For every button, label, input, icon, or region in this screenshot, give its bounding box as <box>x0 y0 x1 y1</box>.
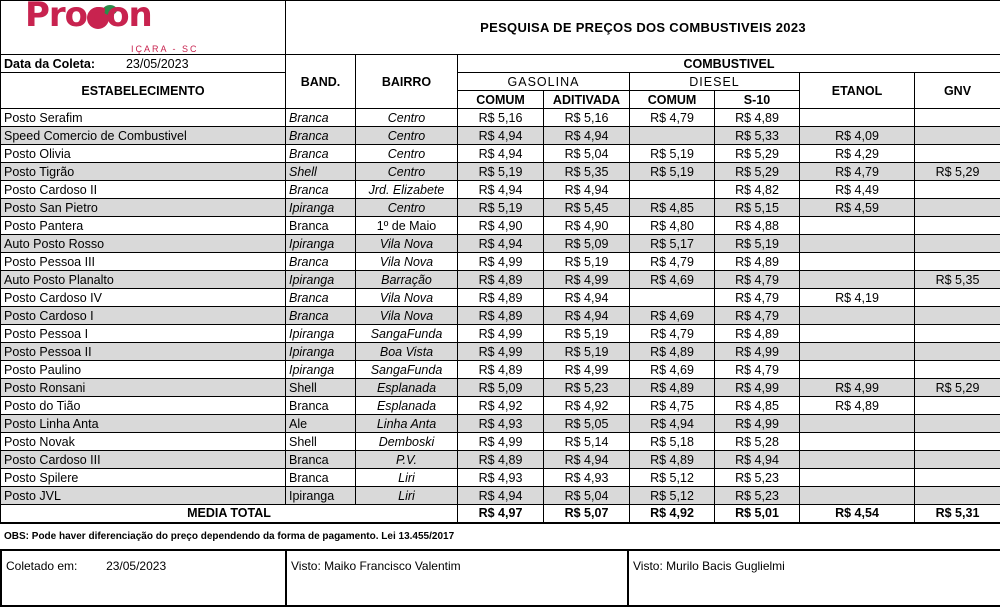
price-diesel-common: R$ 4,79 <box>630 325 715 343</box>
price-diesel-common: R$ 5,12 <box>630 487 715 505</box>
establishment-name: Posto Linha Anta <box>1 415 286 433</box>
price-diesel-common: R$ 4,79 <box>630 253 715 271</box>
price-gas-additive: R$ 5,16 <box>544 109 630 127</box>
brand-cell: Ale <box>286 415 356 433</box>
price-gas-common: R$ 4,89 <box>458 451 544 469</box>
table-row <box>1 343 1000 361</box>
brand-cell: Branca <box>286 451 356 469</box>
establishment-name: Posto Novak <box>1 433 286 451</box>
header-gas-common: COMUM <box>458 91 544 109</box>
price-gas-common: R$ 4,99 <box>458 433 544 451</box>
price-gas-additive: R$ 4,99 <box>544 361 630 379</box>
price-ethanol <box>800 253 915 271</box>
header-gasoline: GASOLINA <box>458 73 630 91</box>
table-row <box>1 451 1000 469</box>
price-s10: R$ 4,89 <box>715 109 800 127</box>
district-cell: SangaFunda <box>356 325 458 343</box>
table-row <box>1 307 1000 325</box>
price-gas-additive: R$ 4,92 <box>544 397 630 415</box>
district-cell: Vila Nova <box>356 289 458 307</box>
table-row <box>1 271 1000 289</box>
establishment-name: Posto Cardoso III <box>1 451 286 469</box>
collection-label: Data da Coleta: <box>4 56 95 71</box>
table-row <box>1 109 1000 127</box>
price-s10: R$ 4,99 <box>715 415 800 433</box>
table-row <box>1 415 1000 433</box>
price-ethanol: R$ 4,99 <box>800 379 915 397</box>
price-diesel-common: R$ 4,69 <box>630 307 715 325</box>
average-gas-common: R$ 4,97 <box>458 505 544 523</box>
district-cell: Centro <box>356 199 458 217</box>
price-s10: R$ 4,79 <box>715 361 800 379</box>
brand-cell: Ipiranga <box>286 361 356 379</box>
collected-cell <box>1 550 286 606</box>
price-diesel-common: R$ 4,89 <box>630 343 715 361</box>
price-ethanol <box>800 361 915 379</box>
price-ethanol <box>800 343 915 361</box>
collection-date-cell <box>1 55 286 73</box>
district-cell: Esplanada <box>356 397 458 415</box>
price-gas-common: R$ 4,93 <box>458 415 544 433</box>
price-gnv <box>915 307 1000 325</box>
price-s10: R$ 5,23 <box>715 487 800 505</box>
average-s10: R$ 5,01 <box>715 505 800 523</box>
establishment-name: Posto Spilere <box>1 469 286 487</box>
table-row <box>1 181 1000 199</box>
collection-date: 23/05/2023 <box>125 56 189 71</box>
brand-cell: Branca <box>286 127 356 145</box>
establishment-name: Posto Ronsani <box>1 379 286 397</box>
price-diesel-common: R$ 4,89 <box>630 379 715 397</box>
average-diesel-common: R$ 4,92 <box>630 505 715 523</box>
price-gas-common: R$ 4,89 <box>458 289 544 307</box>
price-gas-additive: R$ 5,23 <box>544 379 630 397</box>
price-ethanol <box>800 217 915 235</box>
page-title: PESQUISA DE PREÇOS DOS COMBUSTIVEIS 2023 <box>286 1 1000 55</box>
table-row <box>1 361 1000 379</box>
price-ethanol: R$ 4,29 <box>800 145 915 163</box>
brand-cell: Shell <box>286 433 356 451</box>
establishment-name: Posto Pessoa II <box>1 343 286 361</box>
price-gas-common: R$ 4,90 <box>458 217 544 235</box>
price-s10: R$ 4,94 <box>715 451 800 469</box>
price-diesel-common: R$ 5,18 <box>630 433 715 451</box>
district-cell: Centro <box>356 109 458 127</box>
price-ethanol: R$ 4,49 <box>800 181 915 199</box>
brand-cell: Branca <box>286 469 356 487</box>
price-gas-additive: R$ 5,19 <box>544 325 630 343</box>
price-gas-additive: R$ 5,05 <box>544 415 630 433</box>
average-ethanol: R$ 4,54 <box>800 505 915 523</box>
brand-cell: Ipiranga <box>286 199 356 217</box>
price-gas-common: R$ 4,94 <box>458 487 544 505</box>
table-row <box>1 289 1000 307</box>
brand-cell: Ipiranga <box>286 235 356 253</box>
logo-subtitle: IÇARA - SC <box>131 44 199 54</box>
price-gnv <box>915 109 1000 127</box>
establishment-name: Posto San Pietro <box>1 199 286 217</box>
price-gas-additive: R$ 5,04 <box>544 145 630 163</box>
brand-cell: Branca <box>286 307 356 325</box>
brand-cell: Branca <box>286 217 356 235</box>
table-row <box>1 127 1000 145</box>
brand-cell: Branca <box>286 397 356 415</box>
average-gas-additive: R$ 5,07 <box>544 505 630 523</box>
table-row <box>1 379 1000 397</box>
brand-cell: Branca <box>286 181 356 199</box>
price-s10: R$ 5,19 <box>715 235 800 253</box>
brand-cell: Branca <box>286 253 356 271</box>
price-gnv <box>915 289 1000 307</box>
price-s10: R$ 4,79 <box>715 307 800 325</box>
price-gas-common: R$ 4,89 <box>458 307 544 325</box>
price-ethanol: R$ 4,79 <box>800 163 915 181</box>
price-gas-common: R$ 4,92 <box>458 397 544 415</box>
price-gnv <box>915 415 1000 433</box>
price-gas-additive: R$ 4,93 <box>544 469 630 487</box>
price-diesel-common <box>630 181 715 199</box>
price-gas-additive: R$ 5,09 <box>544 235 630 253</box>
establishment-name: Posto Pessoa III <box>1 253 286 271</box>
price-gnv <box>915 145 1000 163</box>
price-s10: R$ 4,88 <box>715 217 800 235</box>
price-gnv <box>915 217 1000 235</box>
price-gnv <box>915 253 1000 271</box>
price-s10: R$ 4,79 <box>715 271 800 289</box>
price-s10: R$ 4,82 <box>715 181 800 199</box>
establishment-name: Posto Paulino <box>1 361 286 379</box>
district-cell: Boa Vista <box>356 343 458 361</box>
observation-note: OBS: Pode haver diferenciação do preço dependendo da forma de pagamento. Lei 13.455/2017 <box>4 531 455 542</box>
price-ethanol: R$ 4,09 <box>800 127 915 145</box>
price-gnv <box>915 361 1000 379</box>
price-diesel-common: R$ 5,19 <box>630 145 715 163</box>
price-gas-common: R$ 4,94 <box>458 181 544 199</box>
district-cell: Centro <box>356 127 458 145</box>
price-diesel-common: R$ 5,17 <box>630 235 715 253</box>
price-s10: R$ 4,99 <box>715 379 800 397</box>
procon-logo <box>11 0 271 54</box>
average-row <box>1 505 1000 523</box>
establishment-name: Posto Tigrão <box>1 163 286 181</box>
price-s10: R$ 5,33 <box>715 127 800 145</box>
district-cell: Liri <box>356 469 458 487</box>
table-row <box>1 217 1000 235</box>
average-gnv: R$ 5,31 <box>915 505 1000 523</box>
price-gas-common: R$ 5,19 <box>458 163 544 181</box>
price-gas-additive: R$ 5,14 <box>544 433 630 451</box>
average-label: MEDIA TOTAL <box>1 505 458 523</box>
price-ethanol <box>800 325 915 343</box>
table-row <box>1 163 1000 181</box>
district-cell: Liri <box>356 487 458 505</box>
district-cell: Centro <box>356 163 458 181</box>
collected-label: Coletado em: <box>6 559 78 573</box>
price-gas-additive: R$ 5,19 <box>544 253 630 271</box>
price-diesel-common: R$ 4,80 <box>630 217 715 235</box>
price-gnv: R$ 5,29 <box>915 379 1000 397</box>
price-gnv <box>915 433 1000 451</box>
price-ethanol: R$ 4,89 <box>800 397 915 415</box>
price-ethanol <box>800 415 915 433</box>
price-s10: R$ 4,89 <box>715 253 800 271</box>
price-ethanol: R$ 4,19 <box>800 289 915 307</box>
price-gas-common: R$ 4,94 <box>458 145 544 163</box>
brand-cell: Branca <box>286 145 356 163</box>
district-cell: Demboski <box>356 433 458 451</box>
collected-date: 23/05/2023 <box>106 559 167 573</box>
header-s10: S-10 <box>715 91 800 109</box>
price-gas-additive: R$ 4,94 <box>544 181 630 199</box>
brand-cell: Shell <box>286 379 356 397</box>
price-gas-additive: R$ 5,19 <box>544 343 630 361</box>
header-diesel: DIESEL <box>630 73 800 91</box>
price-gnv <box>915 325 1000 343</box>
price-gnv <box>915 235 1000 253</box>
price-gas-additive: R$ 4,94 <box>544 307 630 325</box>
price-s10: R$ 5,29 <box>715 163 800 181</box>
price-gnv <box>915 469 1000 487</box>
district-cell: Centro <box>356 145 458 163</box>
price-gnv <box>915 397 1000 415</box>
table-row <box>1 397 1000 415</box>
visto-2: Visto: Murilo Bacis Guglielmi <box>628 550 1000 606</box>
price-gas-common: R$ 5,19 <box>458 199 544 217</box>
price-ethanol: R$ 4,59 <box>800 199 915 217</box>
table-row <box>1 433 1000 451</box>
establishment-name: Posto Pessoa I <box>1 325 286 343</box>
price-gas-additive: R$ 5,45 <box>544 199 630 217</box>
district-cell: SangaFunda <box>356 361 458 379</box>
price-s10: R$ 4,85 <box>715 397 800 415</box>
price-s10: R$ 5,29 <box>715 145 800 163</box>
table-row <box>1 235 1000 253</box>
price-gnv <box>915 487 1000 505</box>
price-diesel-common: R$ 4,69 <box>630 271 715 289</box>
price-gas-common: R$ 4,94 <box>458 127 544 145</box>
header-district: BAIRRO <box>356 55 458 109</box>
price-gas-additive: R$ 5,35 <box>544 163 630 181</box>
district-cell: P.V. <box>356 451 458 469</box>
district-cell: Vila Nova <box>356 235 458 253</box>
header-establishment: ESTABELECIMENTO <box>1 73 286 109</box>
district-cell: Barração <box>356 271 458 289</box>
price-diesel-common: R$ 4,89 <box>630 451 715 469</box>
table-row <box>1 145 1000 163</box>
establishment-name: Speed Comercio de Combustivel <box>1 127 286 145</box>
price-gas-additive: R$ 4,94 <box>544 127 630 145</box>
brand-cell: Branca <box>286 109 356 127</box>
brand-cell: Branca <box>286 289 356 307</box>
price-gas-common: R$ 4,89 <box>458 361 544 379</box>
price-ethanol <box>800 451 915 469</box>
price-ethanol <box>800 433 915 451</box>
establishment-name: Posto JVL <box>1 487 286 505</box>
establishment-name: Posto Cardoso IV <box>1 289 286 307</box>
district-cell: Esplanada <box>356 379 458 397</box>
price-gnv <box>915 127 1000 145</box>
header-gnv: GNV <box>915 73 1000 109</box>
district-cell: Jrd. Elizabete <box>356 181 458 199</box>
price-diesel-common: R$ 5,12 <box>630 469 715 487</box>
signature-footer <box>0 549 1000 607</box>
price-gnv <box>915 343 1000 361</box>
establishment-name: Posto Cardoso I <box>1 307 286 325</box>
price-gas-common: R$ 5,09 <box>458 379 544 397</box>
price-diesel-common <box>630 289 715 307</box>
district-cell: Vila Nova <box>356 253 458 271</box>
brand-cell: Ipiranga <box>286 343 356 361</box>
price-gnv <box>915 451 1000 469</box>
header-gas-additive: ADITIVADA <box>544 91 630 109</box>
price-diesel-common: R$ 4,85 <box>630 199 715 217</box>
price-s10: R$ 5,28 <box>715 433 800 451</box>
price-gas-additive: R$ 4,94 <box>544 451 630 469</box>
district-cell: 1º de Maio <box>356 217 458 235</box>
price-diesel-common <box>630 127 715 145</box>
price-diesel-common: R$ 5,19 <box>630 163 715 181</box>
brand-cell: Ipiranga <box>286 487 356 505</box>
district-cell: Vila Nova <box>356 307 458 325</box>
logo-brand: Procon <box>25 0 152 35</box>
table-row <box>1 487 1000 505</box>
header-diesel-common: COMUM <box>630 91 715 109</box>
price-gas-common: R$ 4,93 <box>458 469 544 487</box>
price-gnv: R$ 5,29 <box>915 163 1000 181</box>
brand-cell: Ipiranga <box>286 325 356 343</box>
price-gas-common: R$ 4,99 <box>458 343 544 361</box>
price-gas-common: R$ 4,99 <box>458 325 544 343</box>
price-ethanol <box>800 487 915 505</box>
price-s10: R$ 4,79 <box>715 289 800 307</box>
brand-cell: Shell <box>286 163 356 181</box>
header-ethanol: ETANOL <box>800 73 915 109</box>
header-fuel: COMBUSTIVEL <box>458 55 1000 73</box>
establishment-name: Posto do Tião <box>1 397 286 415</box>
district-cell: Linha Anta <box>356 415 458 433</box>
price-ethanol <box>800 109 915 127</box>
price-s10: R$ 4,89 <box>715 325 800 343</box>
table-row <box>1 325 1000 343</box>
brand-cell: Ipiranga <box>286 271 356 289</box>
price-ethanol <box>800 307 915 325</box>
price-diesel-common: R$ 4,94 <box>630 415 715 433</box>
price-diesel-common: R$ 4,69 <box>630 361 715 379</box>
price-gnv <box>915 199 1000 217</box>
price-gnv: R$ 5,35 <box>915 271 1000 289</box>
price-gas-common: R$ 4,89 <box>458 271 544 289</box>
price-gnv <box>915 181 1000 199</box>
price-gas-additive: R$ 4,90 <box>544 217 630 235</box>
table-row <box>1 469 1000 487</box>
establishment-name: Auto Posto Rosso <box>1 235 286 253</box>
visto-1: Visto: Maiko Francisco Valentim <box>286 550 628 606</box>
table-row <box>1 253 1000 271</box>
price-s10: R$ 5,15 <box>715 199 800 217</box>
price-gas-common: R$ 5,16 <box>458 109 544 127</box>
price-gas-additive: R$ 4,99 <box>544 271 630 289</box>
establishment-name: Posto Cardoso II <box>1 181 286 199</box>
price-ethanol <box>800 469 915 487</box>
price-gas-common: R$ 4,94 <box>458 235 544 253</box>
price-diesel-common: R$ 4,79 <box>630 109 715 127</box>
price-s10: R$ 4,99 <box>715 343 800 361</box>
establishment-name: Auto Posto Planalto <box>1 271 286 289</box>
logo-cell <box>1 1 286 55</box>
establishment-name: Posto Pantera <box>1 217 286 235</box>
price-gas-additive: R$ 4,94 <box>544 289 630 307</box>
price-ethanol <box>800 271 915 289</box>
price-diesel-common: R$ 4,75 <box>630 397 715 415</box>
establishment-name: Posto Serafim <box>1 109 286 127</box>
establishment-name: Posto Olivia <box>1 145 286 163</box>
price-ethanol <box>800 235 915 253</box>
table-row <box>1 199 1000 217</box>
price-s10: R$ 5,23 <box>715 469 800 487</box>
header-brand: BAND. <box>286 55 356 109</box>
price-gas-additive: R$ 5,04 <box>544 487 630 505</box>
price-gas-common: R$ 4,99 <box>458 253 544 271</box>
